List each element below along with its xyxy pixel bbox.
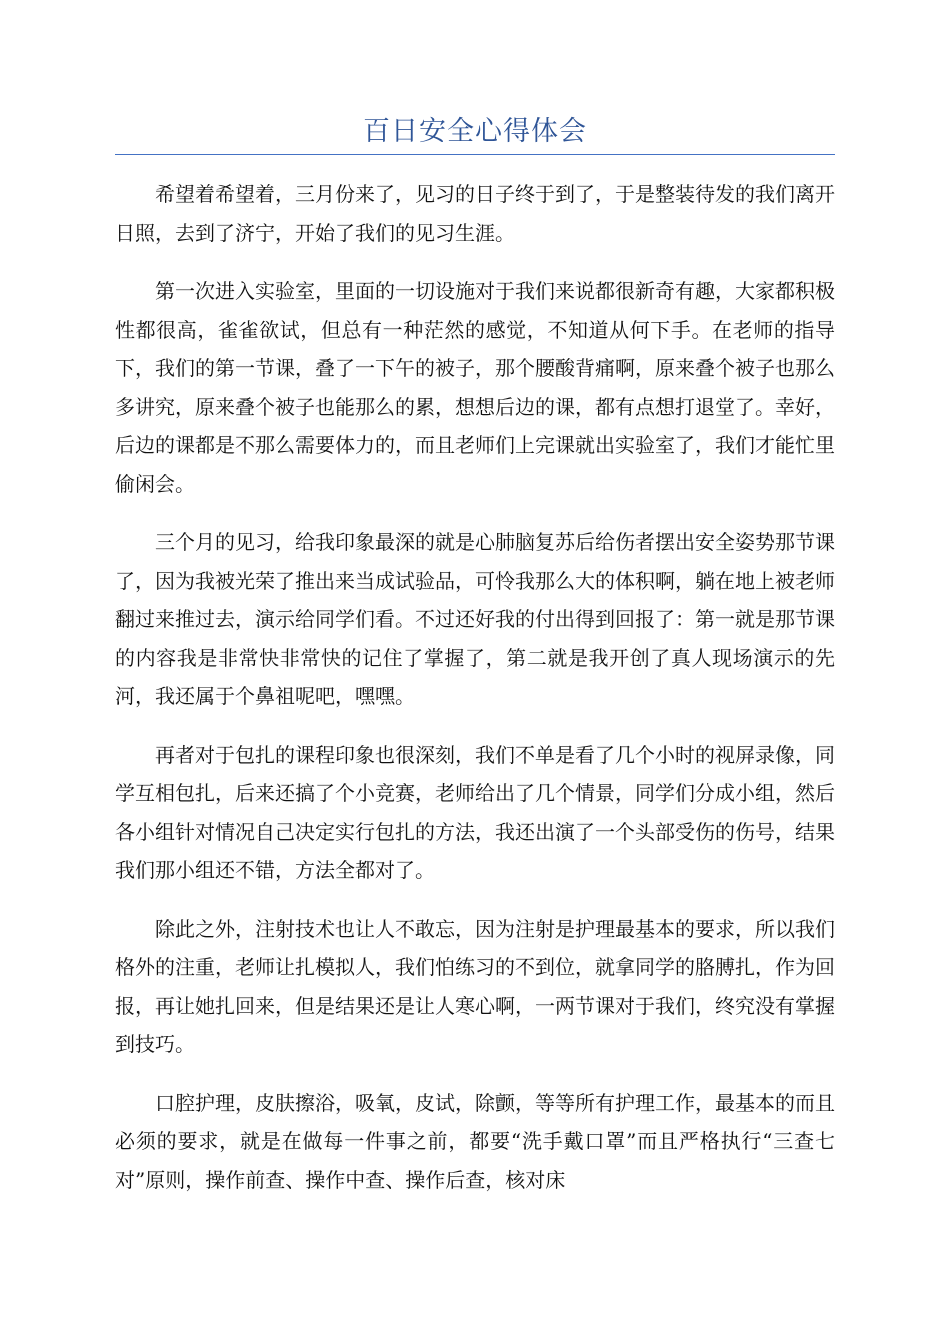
page-title: 百日安全心得体会 bbox=[363, 116, 587, 147]
title-underline bbox=[115, 154, 835, 155]
paragraph-2: 第一次进入实验室，里面的一切设施对于我们来说都很新奇有趣，大家都积极性都很高，雀雀欲试，但总有一种茫然的感觉，不知道从何下手。在老师的指导下，我们的第一节课，叠了一下午的被子，那个腰酸背痛啊，原来叠个被子也那么多讲究，原来叠个被子也能那么的累，想想后边的课，都有点想打退堂了。幸好，后边的课都是不那么需要体力的，而且老师们上完课就出实验室了，我们才能忙里偷闲会。 bbox=[115, 279, 835, 496]
paragraph-1: 希望着希望着，三月份来了，见习的日子终于到了，于是整装待发的我们离开日照，去到了济宁，开始了我们的见习生涯。 bbox=[115, 182, 835, 245]
paragraph-3: 三个月的见习，给我印象最深的就是心肺脑复苏后给伤者摆出安全姿势那节课了，因为我被光荣了推出来当成试验品，可怜我那么大的体积啊，躺在地上被老师翻过来推过去，演示给同学们看。不过还好我的付出得到回报了：第一就是那节课的内容我是非常快非常快的记住了掌握了，第二就是我开创了真人现场演示的先河，我还属于个鼻祖呢吧，嘿嘿。 bbox=[115, 530, 835, 708]
paragraph-5: 除此之外，注射技术也让人不敢忘，因为注射是护理最基本的要求，所以我们格外的注重，老师让扎模拟人，我们怕练习的不到位，就拿同学的胳膊扎，作为回报，再让她扎回来，但是结果还是让人寒心啊，一两节课对于我们，终究没有掌握到技巧。 bbox=[115, 916, 835, 1056]
paragraph-4: 再者对于包扎的课程印象也很深刻，我们不单是看了几个小时的视屏录像，同学互相包扎，后来还搞了个小竞赛，老师给出了几个情景，同学们分成小组，然后各小组针对情况自己决定实行包扎的方法，我还出演了一个头部受伤的伤号，结果我们那小组还不错，方法全都对了。 bbox=[115, 742, 835, 882]
paragraph-6: 口腔护理，皮肤擦浴，吸氧，皮试，除颤，等等所有护理工作，最基本的而且必须的要求，就是在做每一件事之前，都要“洗手戴口罩”而且严格执行“三查七对”原则，操作前查、操作中查、操作后查，核对床 bbox=[115, 1090, 835, 1192]
document-body bbox=[115, 175, 835, 1219]
